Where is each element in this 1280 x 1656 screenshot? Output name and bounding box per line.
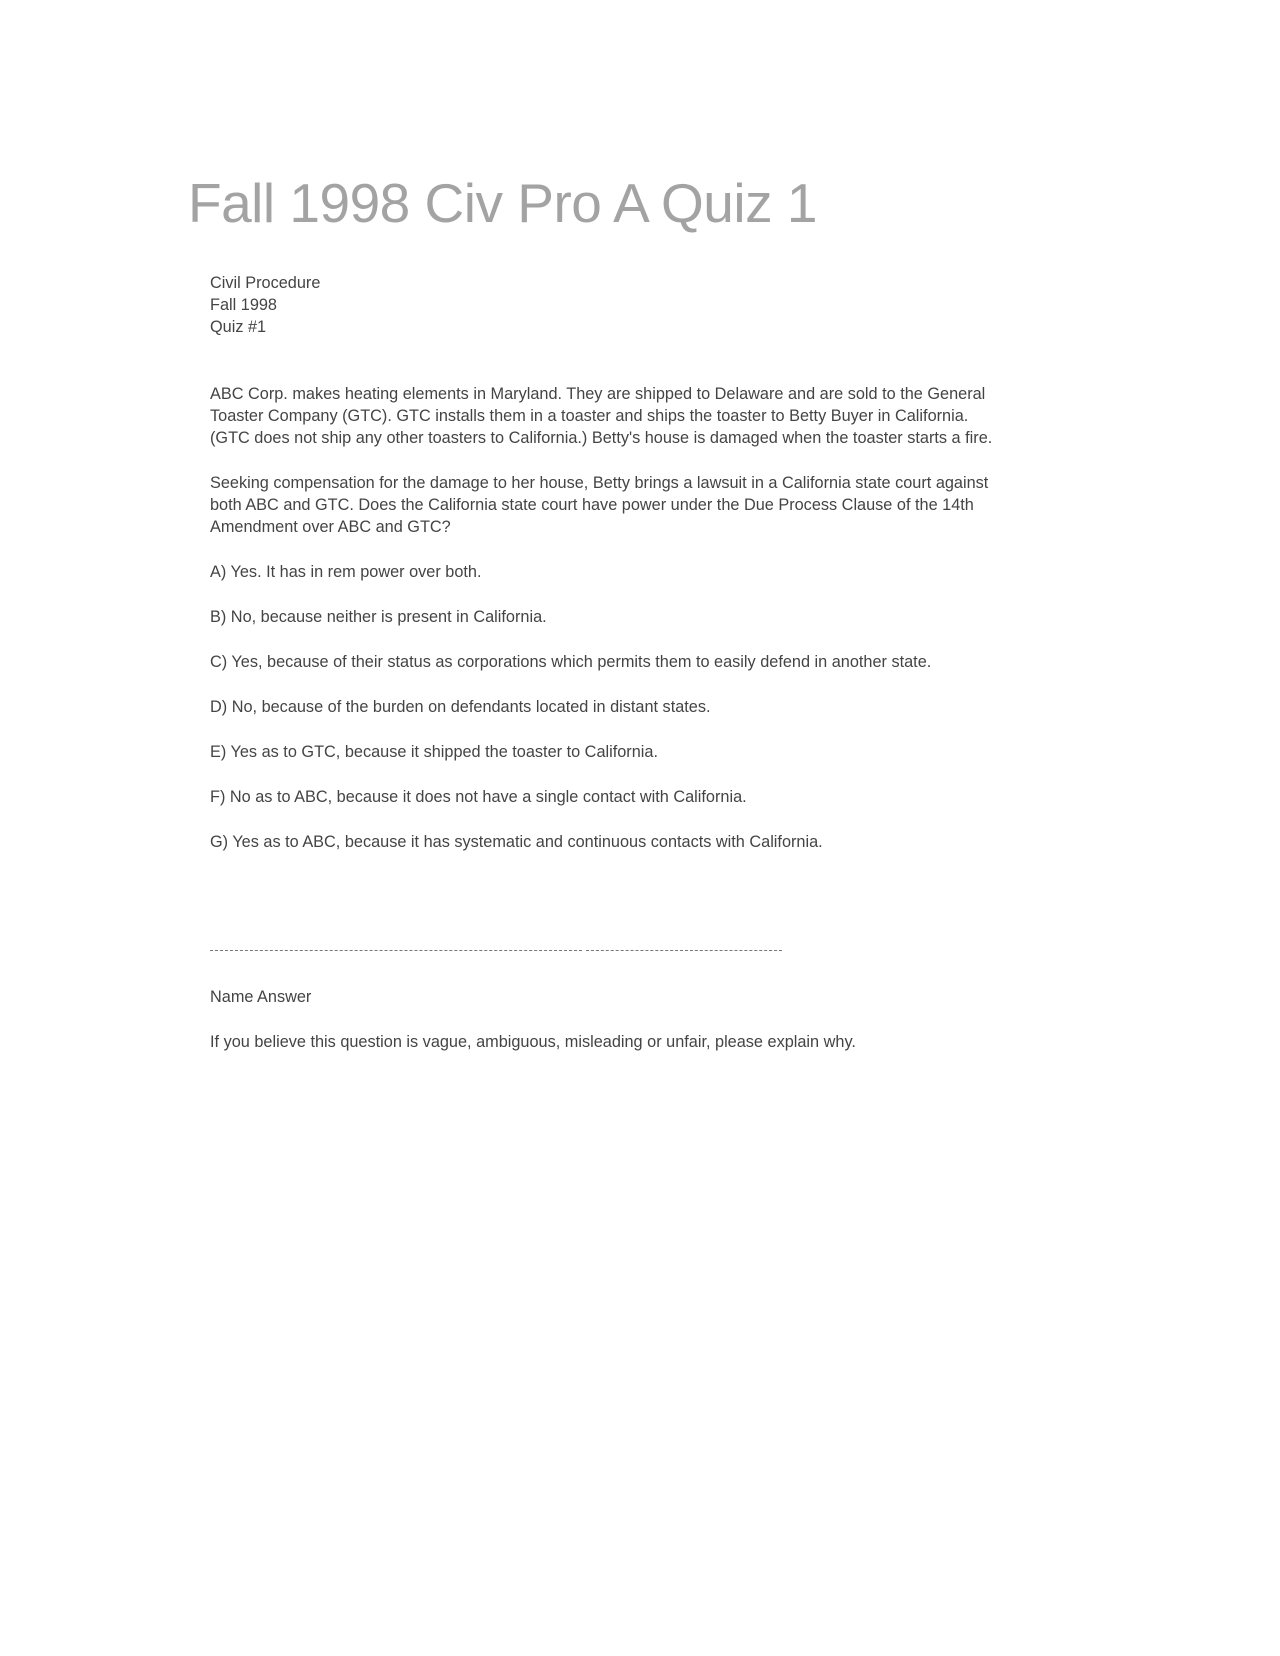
- text-line: Seeking compensation for the damage to her house, Betty brings a lawsuit in a California state court against: [210, 474, 989, 492]
- quiz-number: Quiz #1: [210, 318, 267, 336]
- option-d: D) No, because of the burden on defendants located in distant states.: [210, 698, 711, 716]
- answer-blank-line: [586, 950, 782, 952]
- footer-note: If you believe this question is vague, ambiguous, misleading or unfair, please explain why.: [210, 1033, 856, 1051]
- text-line: both ABC and GTC. Does the California state court have power under the Due Process Clause of the 14th: [210, 496, 974, 514]
- option-e: E) Yes as to GTC, because it shipped the toaster to California.: [210, 743, 658, 761]
- signature-labels: Name Answer: [210, 988, 312, 1006]
- option-a: A) Yes. It has in rem power over both.: [210, 563, 482, 581]
- answer-section: [210, 986, 856, 1053]
- signature-lines: [210, 950, 782, 952]
- option-f: F) No as to ABC, because it does not have a single contact with California.: [210, 788, 747, 806]
- question-paragraph: [210, 472, 1110, 538]
- name-blank-line: [210, 950, 582, 952]
- option-b: B) No, because neither is present in California.: [210, 608, 547, 626]
- fact-paragraph: [210, 383, 1110, 449]
- option-g: G) Yes as to ABC, because it has systematic and continuous contacts with California.: [210, 833, 823, 851]
- option-c: C) Yes, because of their status as corporations which permits them to easily defend in another state.: [210, 653, 932, 671]
- course-name: Civil Procedure: [210, 274, 321, 292]
- document-body: [210, 272, 1110, 876]
- document-title: Fall 1998 Civ Pro A Quiz 1: [188, 172, 817, 234]
- text-line: (GTC does not ship any other toasters to California.) Betty's house is damaged when the toaster starts a fire.: [210, 429, 993, 447]
- text-line: ABC Corp. makes heating elements in Maryland. They are shipped to Delaware and are sold to the General: [210, 385, 986, 403]
- text-line: Toaster Company (GTC). GTC installs them in a toaster and ships the toaster to Betty Buyer in California.: [210, 407, 969, 425]
- header-block: [210, 272, 1110, 338]
- text-line: Amendment over ABC and GTC?: [210, 518, 451, 536]
- term: Fall 1998: [210, 296, 277, 314]
